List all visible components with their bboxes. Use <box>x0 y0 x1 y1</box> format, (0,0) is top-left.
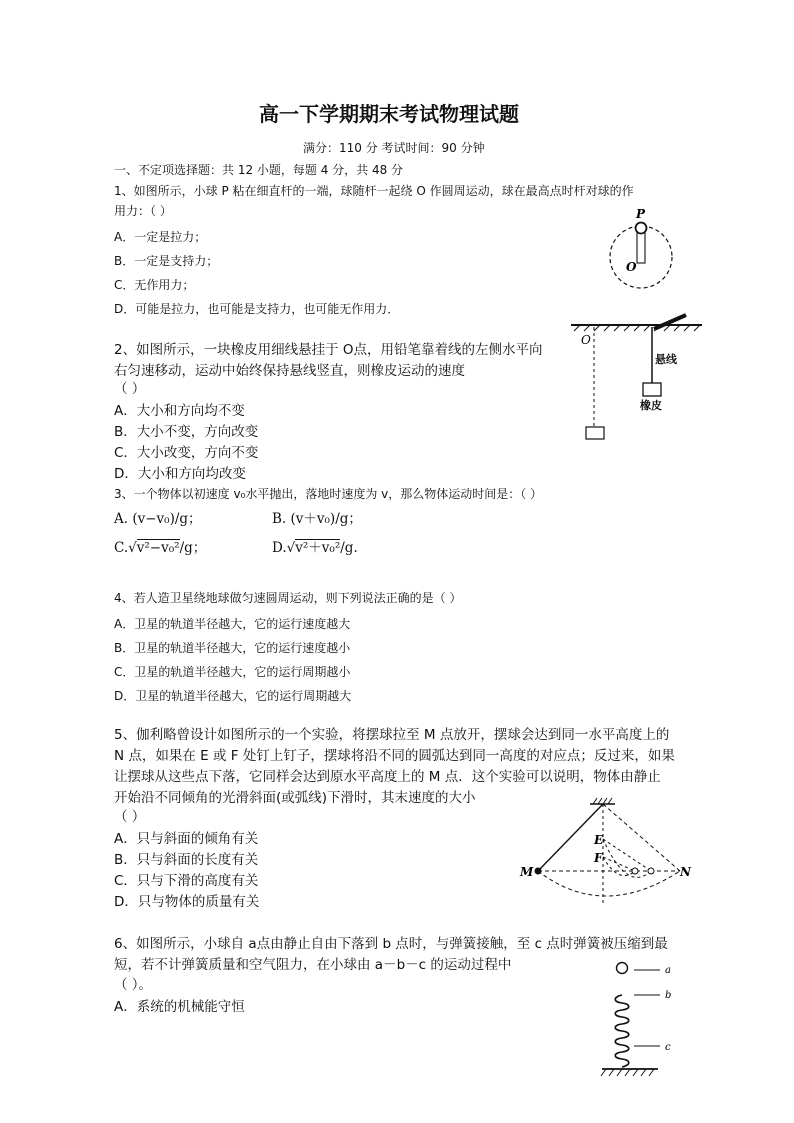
q5-label-n: N <box>680 865 691 879</box>
q5-label-f: F <box>594 851 603 865</box>
sqrt-icon: √ <box>128 540 137 556</box>
q3-stem: 3、一个物体以初速度 v₀水平抛出，落地时速度为 v，那么物体运动时间是：（ ） <box>114 487 543 501</box>
q6-stem-line1: 6、如图所示，小球自 a点由静止自由下落到 b 点时，与弹簧接触，至 c 点时弹簧被压缩到最 <box>114 936 668 952</box>
q6-figure <box>598 958 688 1083</box>
q2-label-o: O <box>581 333 591 347</box>
q2-option-b: B．大小不变，方向改变 <box>114 424 259 440</box>
sqrt-icon: √ <box>286 540 296 556</box>
q4-option-c: C．卫星的轨道半径越大，它的运行周期越小 <box>114 665 351 679</box>
q1-stem-line2: 用力：（ ） <box>114 204 172 218</box>
q6-label-b: b <box>665 990 672 1001</box>
q4-stem: 4、若人造卫星绕地球做匀速圆周运动，则下列说法正确的是（ ） <box>114 591 462 605</box>
q5-stem-line1: 5、伽利略曾设计如图所示的一个实验，将摆球拉至 M 点放开，摆球会达到同一水平高度上的 <box>114 727 670 743</box>
q2-eraser <box>643 383 661 396</box>
q5-pendulum-ball <box>535 868 542 875</box>
q2-option-c: C．大小改变，方向不变 <box>114 445 259 461</box>
q6-stem-line3: （ ）。 <box>114 977 153 993</box>
q4-option-b: B．卫星的轨道半径越大，它的运行速度越小 <box>114 641 351 655</box>
q2-label-eraser: 橡皮 <box>640 399 662 412</box>
q2-option-d: D．大小和方向均改变 <box>114 466 246 482</box>
exam-meta: 满分：110 分 考试时间：90 分钟 <box>303 141 485 155</box>
q4-option-d: D．卫星的轨道半径越大，它的运行周期越大 <box>114 689 352 703</box>
q1-option-b: B．一定是支持力； <box>114 254 219 268</box>
q2-stem-line3: （ ） <box>114 381 146 397</box>
q5-stem-line5: （ ） <box>114 809 146 825</box>
q3-option-d <box>272 540 358 556</box>
q6-ball <box>617 963 628 974</box>
q1-figure <box>600 205 690 300</box>
q5-option-c: C．只与下滑的高度有关 <box>114 873 259 889</box>
q3-option-b: B. (v＋v₀)/g； <box>272 511 362 527</box>
q1-label-p: P <box>636 207 646 221</box>
q1-stem-line1: 1、如图所示，小球 P 粘在细直杆的一端，球随杆一起绕 O 作圆周运动，球在最高点时杆对球的作 <box>114 184 634 198</box>
section-heading: 一、不定项选择题：共 12 小题，每题 4 分，共 48 分 <box>114 163 404 177</box>
page-title: 高一下学期期末考试物理试题 <box>259 102 519 126</box>
q2-stem-line1: 2、如图所示，一块橡皮用细线悬挂于 O点，用铅笔靠着线的左侧水平向 <box>114 342 543 358</box>
q6-spring <box>615 995 629 1067</box>
q5-figure <box>515 793 695 905</box>
q3-option-c-radicand: v²−v₀² <box>136 540 180 556</box>
q1-ball <box>636 223 647 234</box>
q3-option-d-radicand: v²＋v₀² <box>295 540 341 556</box>
q5-stem-line3: 让摆球从这些点下落，它同样会达到原水平高度上的 M 点．这个实验可以说明，物体由静止 <box>114 769 661 785</box>
q1-rod <box>637 231 645 263</box>
q2-pencil <box>654 315 686 329</box>
q5-stem-line4: 开始沿不同倾角的光滑斜面(或弧线)下滑时，其末速度的大小 <box>114 790 476 806</box>
q5-option-b: B．只与斜面的长度有关 <box>114 852 259 868</box>
q3-option-c-label: C. <box>114 540 129 556</box>
q1-label-o: O <box>626 260 637 274</box>
q3-option-c-tail: /g； <box>179 540 207 556</box>
q6-stem-line2: 短，若不计弹簧质量和空气阻力，在小球由 a－b－c 的运动过程中 <box>114 957 512 973</box>
q3-option-a: A. (v−v₀)/g； <box>114 511 202 527</box>
q5-option-a: A．只与斜面的倾角有关 <box>114 831 259 847</box>
q2-option-a: A．大小和方向均不变 <box>114 403 245 419</box>
q5-stem-line2: N 点，如果在 E 或 F 处钉上钉子，摆球将沿不同的圆弧达到同一高度的对应点；反过来，如果 <box>114 748 675 764</box>
q6-label-a: a <box>665 965 671 976</box>
q6-label-c: c <box>665 1042 671 1053</box>
q2-figure <box>566 313 706 443</box>
q3-option-d-label: D. <box>272 540 287 556</box>
q5-option-d: D．只与物体的质量有关 <box>114 894 260 910</box>
q2-stem-line2: 右匀速移动，运动中始终保持悬线竖直，则橡皮运动的速度 <box>114 363 465 379</box>
q6-option-a: A．系统的机械能守恒 <box>114 999 245 1015</box>
q3-option-d-tail: /g. <box>340 540 358 556</box>
q1-option-a: A．一定是拉力； <box>114 230 207 244</box>
q1-option-c: C．无作用力； <box>114 278 195 292</box>
q5-label-e: E <box>594 833 604 847</box>
q1-option-d: D．可能是拉力，也可能是支持力，也可能无作用力． <box>114 302 400 316</box>
q4-option-a: A．卫星的轨道半径越大，它的运行速度越大 <box>114 617 351 631</box>
q3-option-c <box>114 540 206 556</box>
q5-label-m: M <box>520 865 534 879</box>
q2-label-string: 悬线 <box>655 353 677 366</box>
